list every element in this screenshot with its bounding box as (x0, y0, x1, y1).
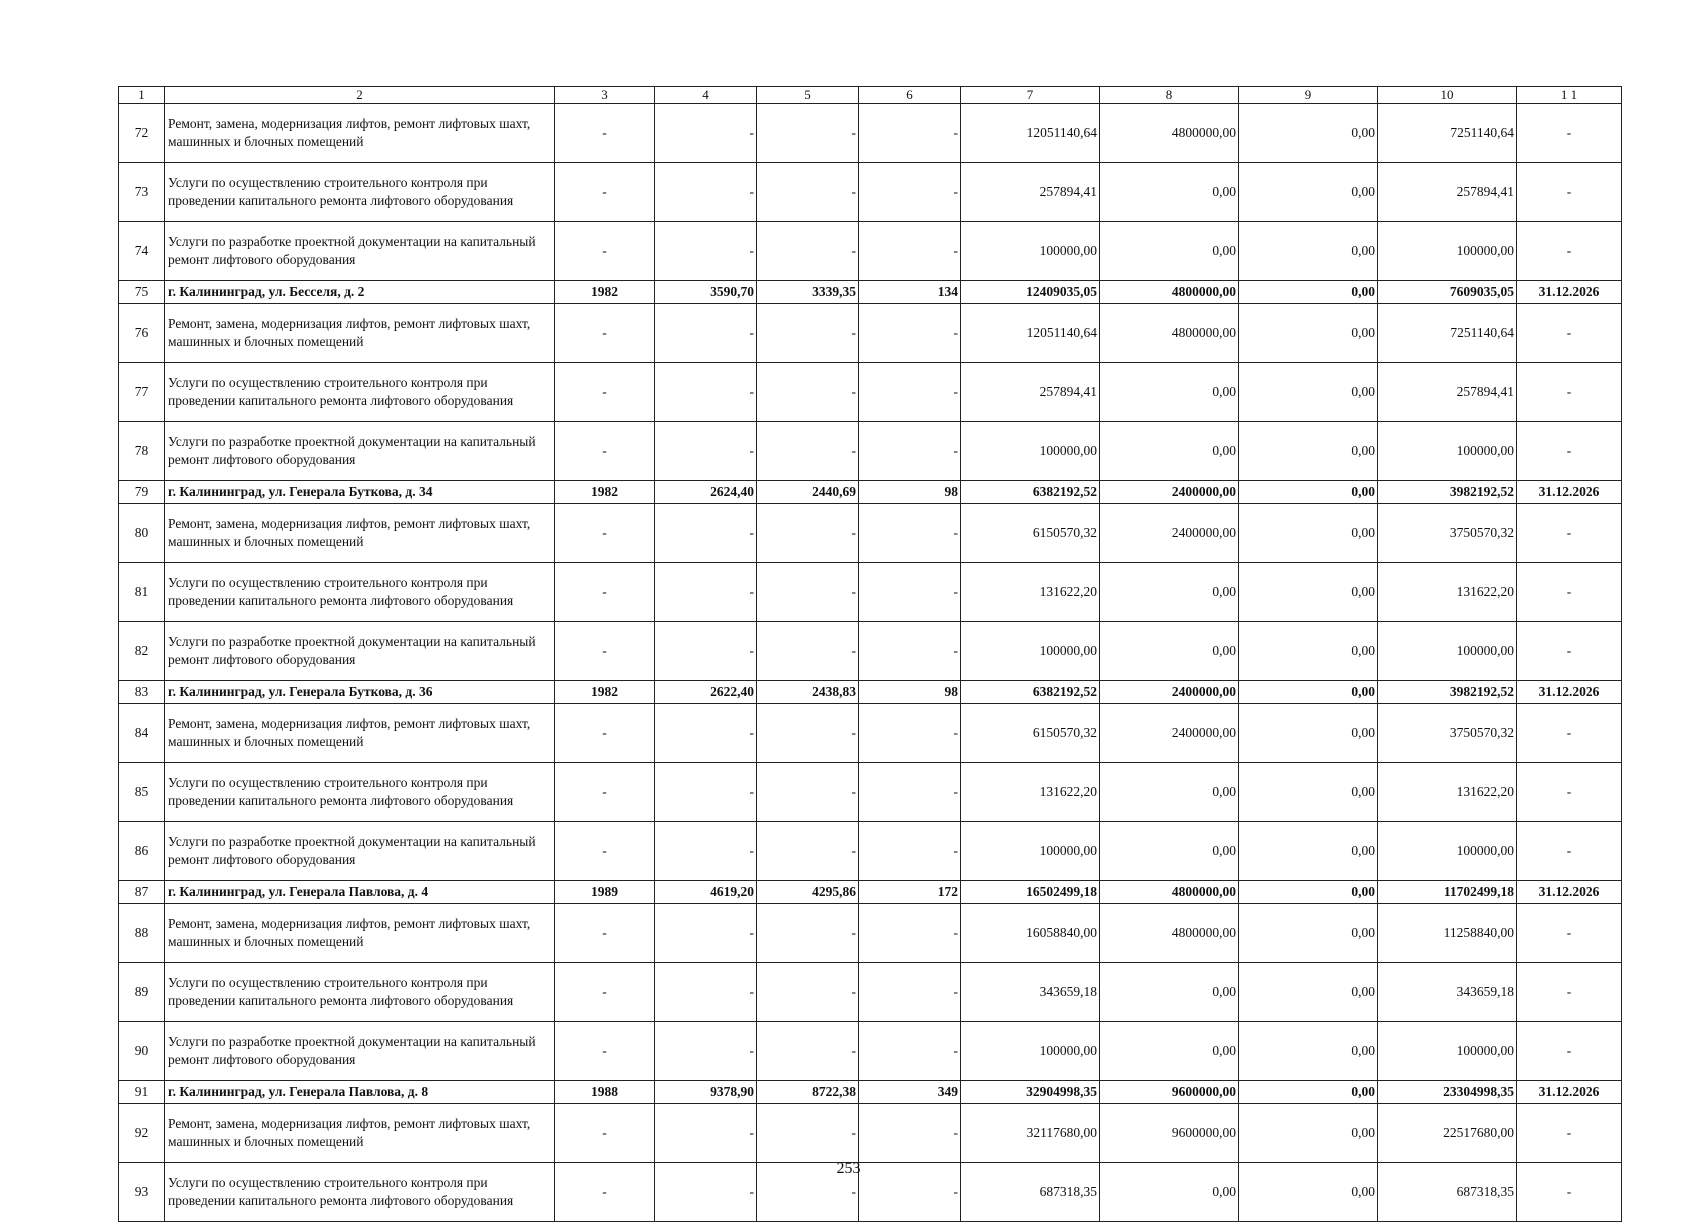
residents-cell: - (859, 622, 961, 681)
area-total-cell: - (655, 363, 757, 422)
row-name: Услуги по осуществлению строительного контроля при проведении капитального ремонта лифтового оборудования (165, 563, 555, 622)
area-living-cell: - (757, 304, 859, 363)
cost-total-cell: 6382192,52 (961, 681, 1100, 704)
area-living-cell: - (757, 763, 859, 822)
residents-cell: - (859, 563, 961, 622)
column-number-header-row (119, 87, 1622, 104)
cost-total-cell: 16058840,00 (961, 904, 1100, 963)
subsidy-cell: 0,00 (1239, 904, 1378, 963)
area-total-cell: - (655, 1104, 757, 1163)
fund-cell: 4800000,00 (1100, 881, 1239, 904)
fund-cell: 0,00 (1100, 422, 1239, 481)
row-number: 83 (119, 681, 165, 704)
subsidy-cell: 0,00 (1239, 963, 1378, 1022)
owner-funds-cell: 7251140,64 (1378, 304, 1517, 363)
row-number: 76 (119, 304, 165, 363)
deadline-cell: - (1517, 563, 1622, 622)
owner-funds-cell: 7251140,64 (1378, 104, 1517, 163)
year-cell: 1982 (555, 281, 655, 304)
residents-cell: - (859, 163, 961, 222)
residents-cell: - (859, 704, 961, 763)
area-living-cell: - (757, 963, 859, 1022)
owner-funds-cell: 11702499,18 (1378, 881, 1517, 904)
subsidy-cell: 0,00 (1239, 304, 1378, 363)
row-number: 73 (119, 163, 165, 222)
fund-cell: 0,00 (1100, 222, 1239, 281)
row-number: 78 (119, 422, 165, 481)
work-item-row (119, 704, 1622, 763)
deadline-cell: 31.12.2026 (1517, 481, 1622, 504)
column-number: 4 (655, 87, 757, 104)
residents-cell: 98 (859, 681, 961, 704)
area-total-cell: - (655, 504, 757, 563)
year-cell: - (555, 704, 655, 763)
work-item-row (119, 763, 1622, 822)
deadline-cell: - (1517, 1022, 1622, 1081)
area-living-cell: - (757, 822, 859, 881)
deadline-cell: - (1517, 104, 1622, 163)
residents-cell: - (859, 904, 961, 963)
fund-cell: 2400000,00 (1100, 704, 1239, 763)
table-body (119, 87, 1622, 1222)
row-name: г. Калининград, ул. Генерала Буткова, д. 34 (165, 481, 555, 504)
residents-cell: - (859, 363, 961, 422)
column-number: 2 (165, 87, 555, 104)
cost-total-cell: 100000,00 (961, 422, 1100, 481)
deadline-cell: - (1517, 622, 1622, 681)
residents-cell: 172 (859, 881, 961, 904)
row-number: 91 (119, 1081, 165, 1104)
cost-total-cell: 257894,41 (961, 363, 1100, 422)
deadline-cell: 31.12.2026 (1517, 881, 1622, 904)
area-living-cell: - (757, 504, 859, 563)
fund-cell: 4800000,00 (1100, 304, 1239, 363)
row-name: г. Калининград, ул. Бесселя, д. 2 (165, 281, 555, 304)
row-name: Ремонт, замена, модернизация лифтов, ремонт лифтовых шахт, машинных и блочных помещений (165, 504, 555, 563)
area-total-cell: - (655, 704, 757, 763)
column-number: 7 (961, 87, 1100, 104)
row-number: 81 (119, 563, 165, 622)
address-row (119, 481, 1622, 504)
year-cell: - (555, 1104, 655, 1163)
row-number: 84 (119, 704, 165, 763)
owner-funds-cell: 23304998,35 (1378, 1081, 1517, 1104)
deadline-cell: - (1517, 304, 1622, 363)
cost-total-cell: 257894,41 (961, 163, 1100, 222)
cost-total-cell: 32904998,35 (961, 1081, 1100, 1104)
owner-funds-cell: 100000,00 (1378, 822, 1517, 881)
area-total-cell: 2624,40 (655, 481, 757, 504)
fund-cell: 0,00 (1100, 963, 1239, 1022)
row-number: 92 (119, 1104, 165, 1163)
area-total-cell: - (655, 422, 757, 481)
year-cell: - (555, 163, 655, 222)
fund-cell: 0,00 (1100, 363, 1239, 422)
subsidy-cell: 0,00 (1239, 704, 1378, 763)
owner-funds-cell: 100000,00 (1378, 622, 1517, 681)
residents-cell: 349 (859, 1081, 961, 1104)
work-item-row (119, 563, 1622, 622)
work-item-row (119, 904, 1622, 963)
row-number: 89 (119, 963, 165, 1022)
fund-cell: 9600000,00 (1100, 1081, 1239, 1104)
area-living-cell: - (757, 704, 859, 763)
address-row (119, 881, 1622, 904)
owner-funds-cell: 11258840,00 (1378, 904, 1517, 963)
year-cell: 1982 (555, 681, 655, 704)
year-cell: 1988 (555, 1081, 655, 1104)
column-number: 6 (859, 87, 961, 104)
page-number: 253 (836, 1160, 861, 1177)
area-living-cell: 4295,86 (757, 881, 859, 904)
subsidy-cell: 0,00 (1239, 822, 1378, 881)
deadline-cell: - (1517, 363, 1622, 422)
year-cell: - (555, 563, 655, 622)
subsidy-cell: 0,00 (1239, 422, 1378, 481)
area-living-cell: - (757, 563, 859, 622)
year-cell: 1982 (555, 481, 655, 504)
owner-funds-cell: 687318,35 (1378, 1163, 1517, 1222)
owner-funds-cell: 100000,00 (1378, 222, 1517, 281)
column-number: 10 (1378, 87, 1517, 104)
year-cell: - (555, 904, 655, 963)
row-name: Ремонт, замена, модернизация лифтов, ремонт лифтовых шахт, машинных и блочных помещений (165, 304, 555, 363)
subsidy-cell: 0,00 (1239, 363, 1378, 422)
area-living-cell: - (757, 222, 859, 281)
area-living-cell: - (757, 163, 859, 222)
fund-cell: 2400000,00 (1100, 681, 1239, 704)
subsidy-cell: 0,00 (1239, 481, 1378, 504)
subsidy-cell: 0,00 (1239, 681, 1378, 704)
owner-funds-cell: 3750570,32 (1378, 504, 1517, 563)
year-cell: - (555, 763, 655, 822)
row-name: Ремонт, замена, модернизация лифтов, ремонт лифтовых шахт, машинных и блочных помещений (165, 904, 555, 963)
owner-funds-cell: 7609035,05 (1378, 281, 1517, 304)
subsidy-cell: 0,00 (1239, 222, 1378, 281)
fund-cell: 0,00 (1100, 563, 1239, 622)
area-total-cell: 9378,90 (655, 1081, 757, 1104)
address-row (119, 681, 1622, 704)
row-number: 88 (119, 904, 165, 963)
work-item-row (119, 622, 1622, 681)
area-living-cell: - (757, 104, 859, 163)
deadline-cell: - (1517, 904, 1622, 963)
cost-total-cell: 687318,35 (961, 1163, 1100, 1222)
area-total-cell: - (655, 563, 757, 622)
area-living-cell: - (757, 363, 859, 422)
residents-cell: - (859, 1104, 961, 1163)
column-number: 3 (555, 87, 655, 104)
year-cell: - (555, 104, 655, 163)
row-name: Услуги по разработке проектной документации на капитальный ремонт лифтового оборудования (165, 1022, 555, 1081)
work-item-row (119, 963, 1622, 1022)
cost-total-cell: 343659,18 (961, 963, 1100, 1022)
column-number: 9 (1239, 87, 1378, 104)
area-total-cell: - (655, 222, 757, 281)
fund-cell: 2400000,00 (1100, 481, 1239, 504)
subsidy-cell: 0,00 (1239, 563, 1378, 622)
area-living-cell: 8722,38 (757, 1081, 859, 1104)
owner-funds-cell: 100000,00 (1378, 1022, 1517, 1081)
row-name: Ремонт, замена, модернизация лифтов, ремонт лифтовых шахт, машинных и блочных помещений (165, 104, 555, 163)
owner-funds-cell: 100000,00 (1378, 422, 1517, 481)
row-name: Услуги по осуществлению строительного контроля при проведении капитального ремонта лифтового оборудования (165, 1163, 555, 1222)
work-item-row (119, 104, 1622, 163)
row-number: 86 (119, 822, 165, 881)
area-total-cell: - (655, 904, 757, 963)
residents-cell: - (859, 763, 961, 822)
area-living-cell: 3339,35 (757, 281, 859, 304)
area-total-cell: - (655, 822, 757, 881)
area-living-cell: - (757, 422, 859, 481)
row-name: г. Калининград, ул. Генерала Павлова, д. 4 (165, 881, 555, 904)
area-total-cell: - (655, 304, 757, 363)
year-cell: 1989 (555, 881, 655, 904)
row-name: Ремонт, замена, модернизация лифтов, ремонт лифтовых шахт, машинных и блочных помещений (165, 704, 555, 763)
deadline-cell: - (1517, 422, 1622, 481)
area-total-cell: 4619,20 (655, 881, 757, 904)
row-name: Услуги по разработке проектной документации на капитальный ремонт лифтового оборудования (165, 822, 555, 881)
fund-cell: 9600000,00 (1100, 1104, 1239, 1163)
owner-funds-cell: 131622,20 (1378, 563, 1517, 622)
cost-total-cell: 100000,00 (961, 1022, 1100, 1081)
residents-cell: - (859, 963, 961, 1022)
row-name: Услуги по разработке проектной документации на капитальный ремонт лифтового оборудования (165, 622, 555, 681)
area-total-cell: - (655, 763, 757, 822)
year-cell: - (555, 504, 655, 563)
column-number: 1 (119, 87, 165, 104)
subsidy-cell: 0,00 (1239, 881, 1378, 904)
deadline-cell: - (1517, 822, 1622, 881)
subsidy-cell: 0,00 (1239, 1104, 1378, 1163)
subsidy-cell: 0,00 (1239, 622, 1378, 681)
deadline-cell: - (1517, 963, 1622, 1022)
cost-total-cell: 12051140,64 (961, 304, 1100, 363)
area-living-cell: - (757, 1104, 859, 1163)
cost-total-cell: 6150570,32 (961, 704, 1100, 763)
area-total-cell: - (655, 104, 757, 163)
residents-cell: - (859, 422, 961, 481)
area-total-cell: - (655, 163, 757, 222)
owner-funds-cell: 131622,20 (1378, 763, 1517, 822)
work-item-row (119, 163, 1622, 222)
subsidy-cell: 0,00 (1239, 504, 1378, 563)
fund-cell: 4800000,00 (1100, 104, 1239, 163)
cost-total-cell: 12051140,64 (961, 104, 1100, 163)
fund-cell: 0,00 (1100, 822, 1239, 881)
area-living-cell: - (757, 622, 859, 681)
subsidy-cell: 0,00 (1239, 1081, 1378, 1104)
fund-cell: 0,00 (1100, 1022, 1239, 1081)
row-number: 82 (119, 622, 165, 681)
owner-funds-cell: 343659,18 (1378, 963, 1517, 1022)
fund-cell: 0,00 (1100, 763, 1239, 822)
cost-total-cell: 100000,00 (961, 222, 1100, 281)
work-item-row (119, 1022, 1622, 1081)
work-schedule-table (118, 86, 1622, 1222)
area-living-cell: 2440,69 (757, 481, 859, 504)
subsidy-cell: 0,00 (1239, 763, 1378, 822)
year-cell: - (555, 304, 655, 363)
year-cell: - (555, 622, 655, 681)
deadline-cell: 31.12.2026 (1517, 681, 1622, 704)
row-number: 74 (119, 222, 165, 281)
area-living-cell: - (757, 1022, 859, 1081)
cost-total-cell: 32117680,00 (961, 1104, 1100, 1163)
area-living-cell: - (757, 904, 859, 963)
deadline-cell: - (1517, 163, 1622, 222)
deadline-cell: - (1517, 504, 1622, 563)
year-cell: - (555, 363, 655, 422)
year-cell: - (555, 222, 655, 281)
owner-funds-cell: 3750570,32 (1378, 704, 1517, 763)
work-item-row (119, 504, 1622, 563)
row-name: Услуги по осуществлению строительного контроля при проведении капитального ремонта лифтового оборудования (165, 763, 555, 822)
subsidy-cell: 0,00 (1239, 1163, 1378, 1222)
area-total-cell: - (655, 1022, 757, 1081)
row-number: 93 (119, 1163, 165, 1222)
year-cell: - (555, 1022, 655, 1081)
cost-total-cell: 100000,00 (961, 822, 1100, 881)
year-cell: - (555, 822, 655, 881)
work-item-row (119, 363, 1622, 422)
address-row (119, 281, 1622, 304)
fund-cell: 0,00 (1100, 163, 1239, 222)
fund-cell: 4800000,00 (1100, 904, 1239, 963)
row-number: 77 (119, 363, 165, 422)
cost-total-cell: 12409035,05 (961, 281, 1100, 304)
fund-cell: 0,00 (1100, 1163, 1239, 1222)
deadline-cell: - (1517, 704, 1622, 763)
deadline-cell: 31.12.2026 (1517, 281, 1622, 304)
residents-cell: - (859, 104, 961, 163)
residents-cell: - (859, 504, 961, 563)
cost-total-cell: 6382192,52 (961, 481, 1100, 504)
work-item-row (119, 222, 1622, 281)
cost-total-cell: 6150570,32 (961, 504, 1100, 563)
residents-cell: 98 (859, 481, 961, 504)
owner-funds-cell: 257894,41 (1378, 363, 1517, 422)
residents-cell: - (859, 1163, 961, 1222)
fund-cell: 0,00 (1100, 622, 1239, 681)
column-number: 5 (757, 87, 859, 104)
area-living-cell: - (757, 1163, 859, 1222)
row-number: 87 (119, 881, 165, 904)
residents-cell: - (859, 822, 961, 881)
cost-total-cell: 16502499,18 (961, 881, 1100, 904)
area-total-cell: 3590,70 (655, 281, 757, 304)
work-item-row (119, 822, 1622, 881)
row-name: г. Калининград, ул. Генерала Буткова, д. 36 (165, 681, 555, 704)
area-total-cell: - (655, 622, 757, 681)
subsidy-cell: 0,00 (1239, 163, 1378, 222)
owner-funds-cell: 257894,41 (1378, 163, 1517, 222)
row-name: Услуги по осуществлению строительного контроля при проведении капитального ремонта лифтового оборудования (165, 163, 555, 222)
year-cell: - (555, 963, 655, 1022)
deadline-cell: - (1517, 222, 1622, 281)
row-name: Услуги по разработке проектной документации на капитальный ремонт лифтового оборудования (165, 222, 555, 281)
cost-total-cell: 100000,00 (961, 622, 1100, 681)
fund-cell: 4800000,00 (1100, 281, 1239, 304)
residents-cell: 134 (859, 281, 961, 304)
deadline-cell: - (1517, 1104, 1622, 1163)
cost-total-cell: 131622,20 (961, 563, 1100, 622)
row-number: 80 (119, 504, 165, 563)
year-cell: - (555, 1163, 655, 1222)
subsidy-cell: 0,00 (1239, 1022, 1378, 1081)
deadline-cell: - (1517, 763, 1622, 822)
row-name: Услуги по осуществлению строительного контроля при проведении капитального ремонта лифтового оборудования (165, 963, 555, 1022)
area-total-cell: 2622,40 (655, 681, 757, 704)
row-number: 72 (119, 104, 165, 163)
area-total-cell: - (655, 963, 757, 1022)
work-item-row (119, 422, 1622, 481)
work-item-row (119, 304, 1622, 363)
column-number: 1 1 (1517, 87, 1622, 104)
residents-cell: - (859, 222, 961, 281)
fund-cell: 2400000,00 (1100, 504, 1239, 563)
row-number: 75 (119, 281, 165, 304)
owner-funds-cell: 3982192,52 (1378, 681, 1517, 704)
subsidy-cell: 0,00 (1239, 281, 1378, 304)
area-living-cell: 2438,83 (757, 681, 859, 704)
row-name: Ремонт, замена, модернизация лифтов, ремонт лифтовых шахт, машинных и блочных помещений (165, 1104, 555, 1163)
area-total-cell: - (655, 1163, 757, 1222)
row-number: 79 (119, 481, 165, 504)
cost-total-cell: 131622,20 (961, 763, 1100, 822)
row-name: Услуги по осуществлению строительного контроля при проведении капитального ремонта лифтового оборудования (165, 363, 555, 422)
row-number: 85 (119, 763, 165, 822)
year-cell: - (555, 422, 655, 481)
row-name: Услуги по разработке проектной документации на капитальный ремонт лифтового оборудования (165, 422, 555, 481)
column-number: 8 (1100, 87, 1239, 104)
owner-funds-cell: 3982192,52 (1378, 481, 1517, 504)
work-item-row (119, 1104, 1622, 1163)
row-name: г. Калининград, ул. Генерала Павлова, д. 8 (165, 1081, 555, 1104)
deadline-cell: - (1517, 1163, 1622, 1222)
deadline-cell: 31.12.2026 (1517, 1081, 1622, 1104)
subsidy-cell: 0,00 (1239, 104, 1378, 163)
address-row (119, 1081, 1622, 1104)
residents-cell: - (859, 1022, 961, 1081)
owner-funds-cell: 22517680,00 (1378, 1104, 1517, 1163)
residents-cell: - (859, 304, 961, 363)
row-number: 90 (119, 1022, 165, 1081)
